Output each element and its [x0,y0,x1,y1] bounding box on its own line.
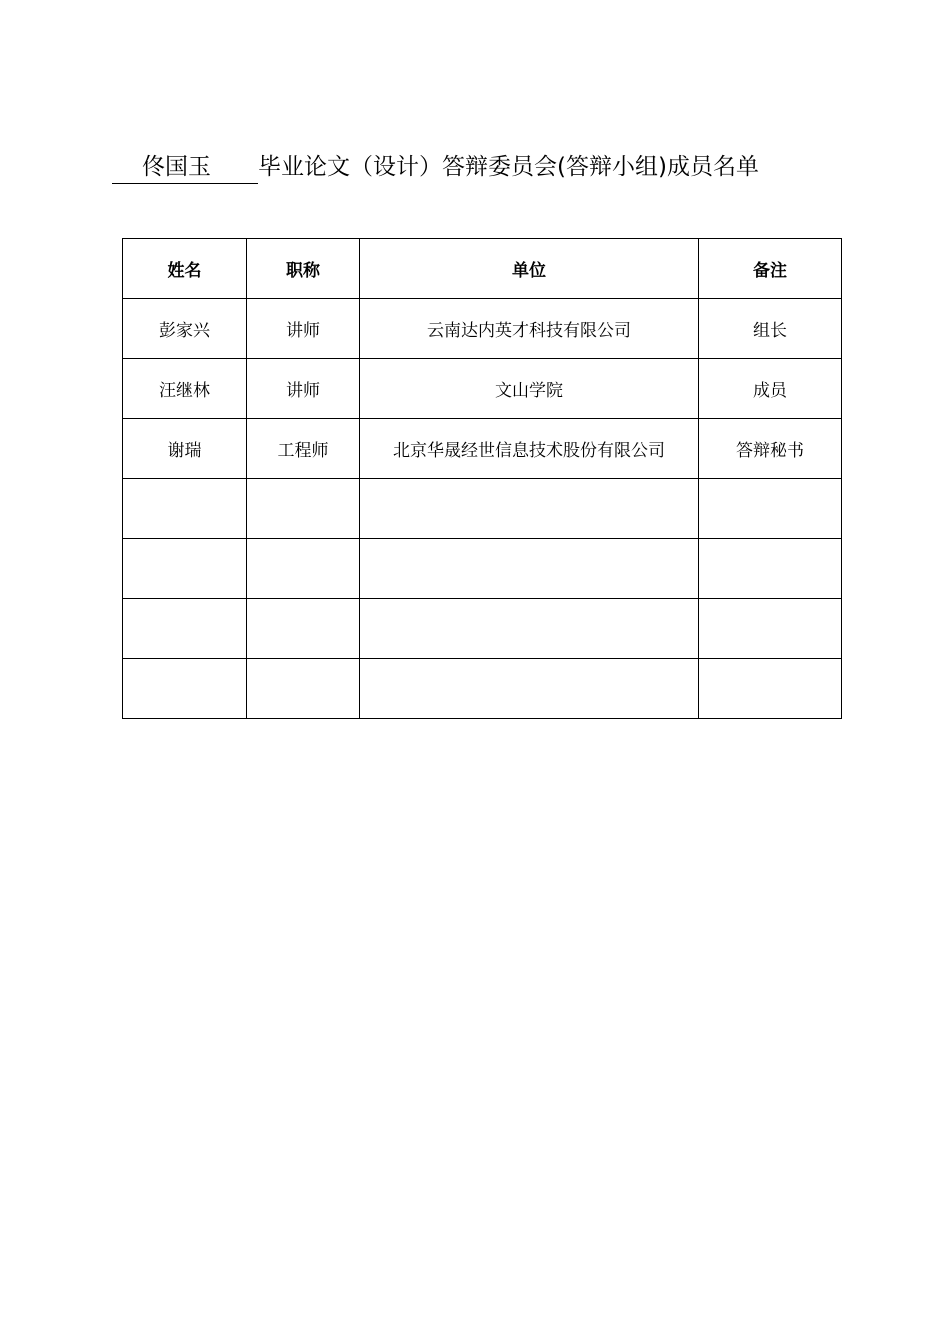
table-row [123,599,842,659]
cell-remark [699,479,842,539]
header-remark: 备注 [699,239,842,299]
table-row [123,299,842,359]
header-name: 姓名 [123,239,247,299]
cell-remark: 组长 [699,299,842,359]
cell-name [123,539,247,599]
table-row [123,419,842,479]
header-title: 职称 [247,239,360,299]
cell-name: 谢瑞 [123,419,247,479]
cell-organization [360,599,699,659]
cell-title: 讲师 [247,359,360,419]
cell-remark [699,659,842,719]
cell-name [123,479,247,539]
cell-title [247,479,360,539]
cell-title: 工程师 [247,419,360,479]
cell-title [247,599,360,659]
cell-title [247,539,360,599]
cell-name: 彭家兴 [123,299,247,359]
cell-organization [360,479,699,539]
cell-organization: 文山学院 [360,359,699,419]
cell-name [123,599,247,659]
cell-remark [699,599,842,659]
table-row [123,479,842,539]
cell-organization: 云南达内英才科技有限公司 [360,299,699,359]
cell-organization: 北京华晟经世信息技术股份有限公司 [360,419,699,479]
cell-remark [699,539,842,599]
table-row [123,359,842,419]
cell-organization [360,659,699,719]
cell-name: 汪继林 [123,359,247,419]
cell-remark: 答辩秘书 [699,419,842,479]
table-row [123,659,842,719]
cell-title [247,659,360,719]
cell-remark: 成员 [699,359,842,419]
table-header-row [123,239,842,299]
table-row [123,539,842,599]
cell-organization [360,539,699,599]
cell-title: 讲师 [247,299,360,359]
header-organization: 单位 [360,239,699,299]
title-text: 毕业论文（设计）答辩委员会(答辩小组)成员名单 [258,154,759,180]
committee-members-table [122,238,842,719]
document-title [112,147,872,187]
student-name: 佟国玉 [112,151,258,184]
cell-name [123,659,247,719]
